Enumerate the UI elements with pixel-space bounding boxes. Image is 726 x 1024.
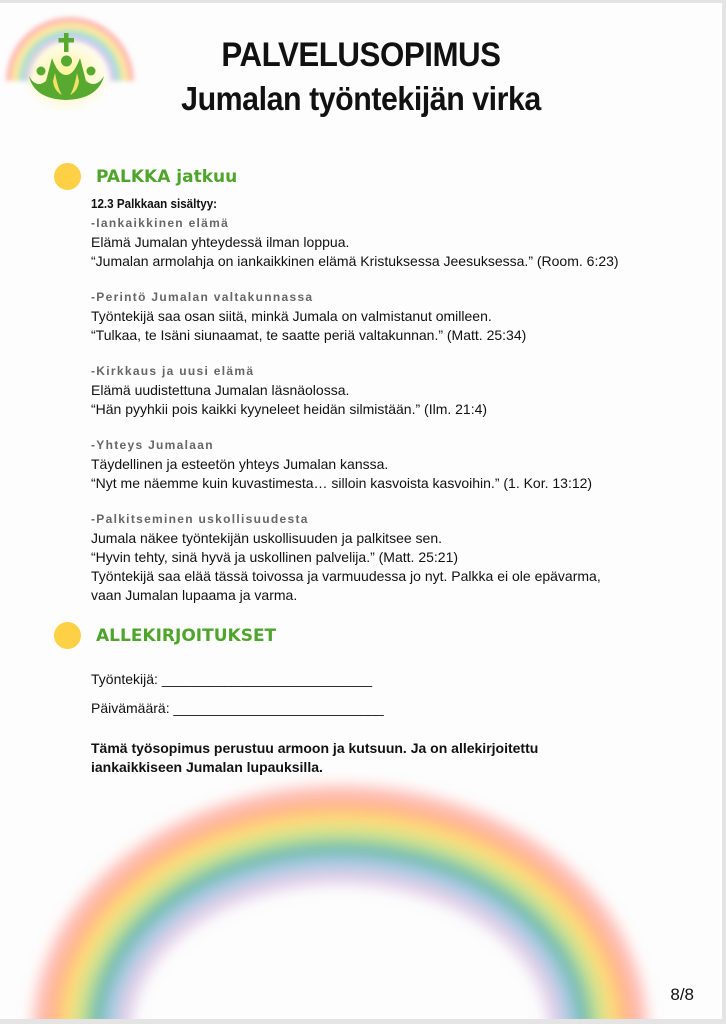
item-text: Jumala näkee työntekijän uskollisuuden ja palkitsee sen. [91,530,442,546]
section-title: ALLEKIRJOITUKSET [96,625,277,646]
item-quote: “Jumalan armolahja on iankaikkinen elämä Kristuksessa Jeesuksessa.” (Room. 6:23) [91,253,619,269]
rainbow-decoration [0,773,722,1019]
field-blank: ___________________________ [173,700,384,716]
item-text: Työntekijä saa elää tässä toivossa ja varmuudessa jo nyt. Palkka ei ole epävarma, vaan Jumalan lupaama ja varma. [91,568,601,603]
section-content-palkka [91,195,651,605]
subheading: 12.3 Palkkaan sisältyy: [91,197,218,211]
item-quote: “Nyt me näemme kuin kuvastimesta… silloin kasvoista kasvoihin.” (1. Kor. 13:12) [91,475,593,491]
bullet-circle-icon [54,163,81,190]
item-quote: “Hyvin tehty, sinä hyvä ja uskollinen palvelija.” (Matt. 25:21) [91,549,459,565]
signature-field-employee[interactable] [91,670,651,689]
signature-block [91,670,651,777]
item-title: -Yhteys Jumalaan [91,438,214,452]
section-header-allekirjoitukset [54,622,276,649]
item-quote: “Tulkaa, te Isäni siunaamat, te saatte periä valtakunnan.” (Matt. 25:34) [91,327,527,343]
page-number: 8/8 [670,985,694,1004]
item-text: Elämä Jumalan yhteydessä ilman loppua. [91,234,350,250]
section-title: PALKKA jatkuu [96,166,238,187]
item-title: -Iankaikkinen elämä [91,216,230,230]
item-title: -Perintö Jumalan valtakunnassa [91,290,314,304]
item-text: Työntekijä saa osan siitä, minkä Jumala on valmistanut omilleen. [91,308,492,324]
field-blank: ___________________________ [161,671,373,687]
item-title: -Palkitseminen uskollisuudesta [91,512,309,526]
section-header-palkka [54,163,237,190]
signature-field-date[interactable] [91,699,651,718]
item-title: -Kirkkaus ja uusi elämä [91,364,255,378]
item-text: Täydellinen ja esteetön yhteys Jumalan kanssa. [91,456,389,472]
bullet-circle-icon [54,622,81,649]
field-label: Päivämäärä: [91,700,170,716]
item-text: Elämä uudistettuna Jumalan läsnäolossa. [91,382,350,398]
field-label: Työntekijä: [91,671,158,687]
document-page [0,3,722,1019]
document-subtitle: Jumalan työntekijän virka [181,80,541,117]
document-title: PALVELUSOPIMUS [221,36,501,74]
item-quote: “Hän pyyhkii pois kaikki kyyneleet heidän silmistään.” (Ilm. 21:4) [91,401,488,417]
closing-statement: Tämä työsopimus perustuu armoon ja kutsuun. Ja on allekirjoitettu iankaikkiseen Jumalan lupauksilla. [91,740,539,775]
